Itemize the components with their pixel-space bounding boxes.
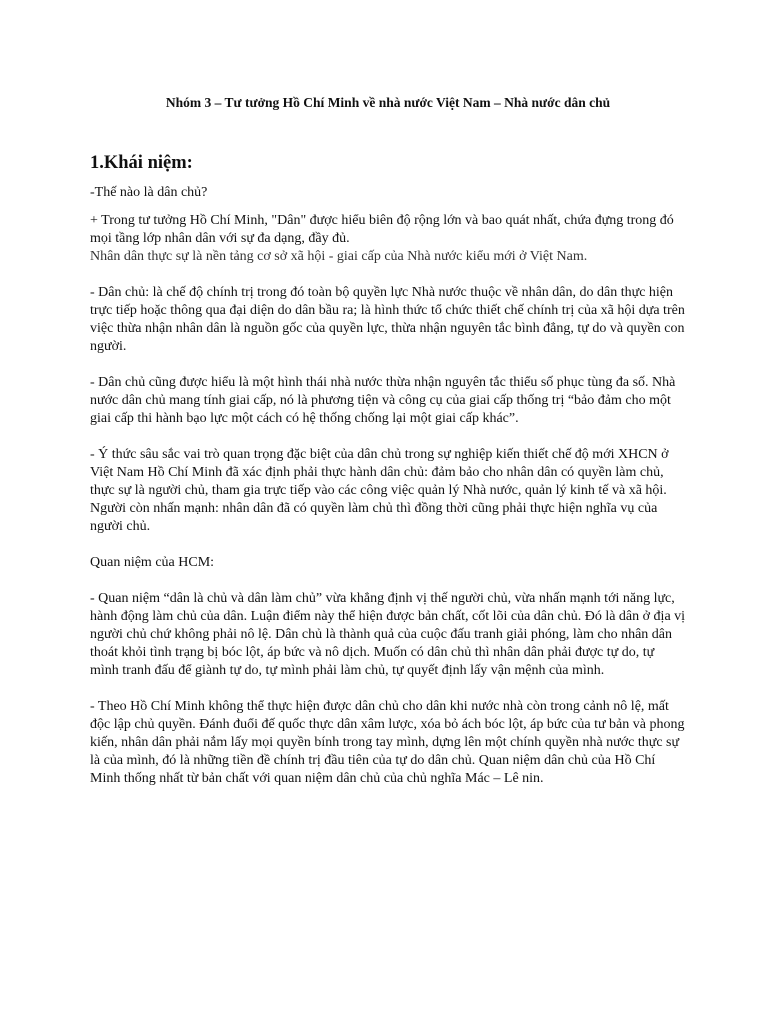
paragraph-dan-foundation: Nhân dân thực sự là nền tảng cơ sở xã hội - giai cấp của Nhà nước kiểu mới ở Việt Nam. [90,249,588,264]
document-title: Nhóm 3 – Tư tưởng Hồ Chí Minh về nhà nước Việt Nam – Nhà nước dân chủ [165,95,611,110]
paragraph-independence-precondition: - Theo Hồ Chí Minh không thể thực hiện được dân chủ cho dân khi nước nhà còn trong cảnh nô lệ, mất độc lập chủ quyền. Đánh đuổi đế quốc thực dân xâm lược, xóa bỏ ách bóc lột, áp bức của tư bản và phong kiến, nhân dân phải nắm lấy mọi quyền bính trong tay mình, dựng lên một chính quyền nhà nước thực sự là của mình, đó là những tiền đề chính trị đầu tiên của tự do dân chủ. Quan niệm dân chủ của Hồ Chí Minh thống nhất từ bản chất với quan niệm dân chủ của chủ nghĩa Mác – Lê nin. [90,699,685,786]
paragraph-dan-chu-definition: - Dân chủ: là chế độ chính trị trong đó toàn bộ quyền lực Nhà nước thuộc về nhân dân, do dân thực hiện trực tiếp hoặc thông qua đại diện do dân bầu ra; là hình thức tổ chức thiết chế chính trị của xã hội dựa trên việc thừa nhận nhân dân là nguồn gốc của quyền lực, thừa nhận nguyên tắc bình đẳng, tự do và quyền con người. [90,285,685,354]
paragraph-dan-chu-role: - Ý thức sâu sắc vai trò quan trọng đặc biệt của dân chủ trong sự nghiệp kiến thiết chế độ mới XHCN ở Việt Nam Hồ Chí Minh đã xác định phải thực hành dân chủ: đảm bảo cho nhân dân có quyền làm chủ, thực sự là người chủ, tham gia trực tiếp vào các công việc quản lý Nhà nước, quản lý kinh tế và xã hội. Người còn nhấn mạnh: nhân dân đã có quyền làm chủ thì đồng thời cũng phải thực hiện nghĩa vụ của người chủ. [90,447,669,534]
paragraph-dan-chu-state-form: - Dân chủ cũng được hiểu là một hình thái nhà nước thừa nhận nguyên tắc thiểu số phục tùng đa số. Nhà nước dân chủ mang tính giai cấp, nó là phương tiện và công cụ của giai cấp thống trị “bảo đảm cho một giai cấp thi hành bạo lực một cách có hệ thống chống lại một giai cấp khác”. [90,375,676,426]
section-heading: 1.Khái niệm: [90,153,193,173]
paragraph-dan-definition: + Trong tư tưởng Hồ Chí Minh, "Dân" được hiểu biên độ rộng lớn và bao quát nhất, chứa đựng trong đó mọi tầng lớp nhân dân với sự đa dạng, đầy đủ. [90,213,674,246]
question-line: -Thế nào là dân chủ? [90,185,208,200]
paragraph-dan-la-chu: - Quan niệm “dân là chủ và dân làm chủ” vừa khẳng định vị thế người chủ, vừa nhấn mạnh tới năng lực, hành động làm chủ của dân. Luận điểm này thể hiện được bản chất, cốt lõi của dân chủ. Đó là dân ở địa vị người chủ chứ không phải nô lệ. Dân chủ là thành quả của cuộc đấu tranh giải phóng, làm cho nhân dân thoát khỏi tình trạng bị bóc lột, áp bức và nô dịch. Muốn có dân chủ thì nhân dân phải được tự do, tự mình tranh đấu để giành tự do, tự mình phải làm chủ, tự quyết định lấy vận mệnh của mình. [90,591,686,678]
hcm-concept-heading: Quan niệm của HCM: [90,555,215,570]
